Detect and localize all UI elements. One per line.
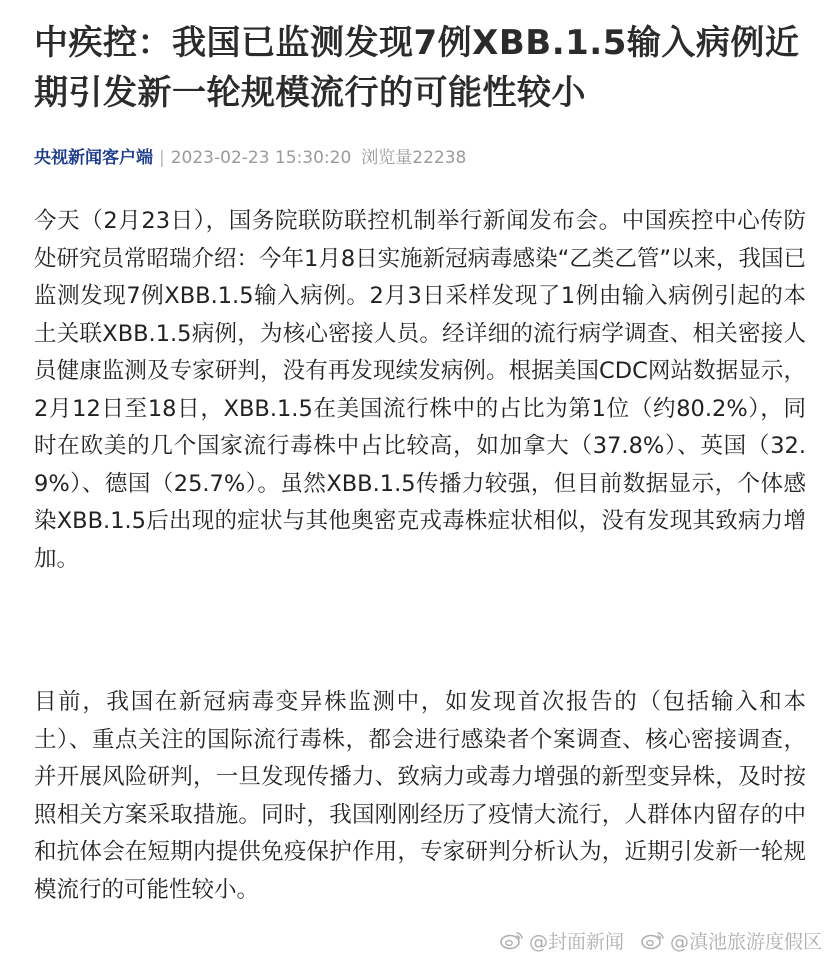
article-meta: [34, 144, 466, 172]
publish-datetime: 2023-02-23 15:30:20: [170, 148, 352, 168]
weibo-icon: [499, 930, 525, 950]
weibo-icon: [640, 930, 666, 950]
watermark-2: [640, 927, 822, 954]
view-count: 浏览量22238: [361, 148, 467, 168]
article-paragraph-1: 今天（2月23日），国务院联防联控机制举行新闻发布会。中国疾控中心传防处研究员常昭瑞介绍：今年1月8日实施新冠病毒感染“乙类乙管”以来，我国已监测发现7例XBB.1.5输入病例。2月3日采样发现了1例由输入病例引起的本土关联XBB.1.5病例，为核心密接人员。经详细的流行病学调查、相关密接人员健康监测及专家研判，没有再发现续发病例。根据美国CDC网站数据显示，2月12日至18日，XBB.1.5在美国流行株中的占比为第1位（约80.2%），同时在欧美的几个国家流行毒株中占比较高，如加拿大（37.8%）、英国（32.9%）、德国（25.7%）。虽然XBB.1.5传播力较强，但目前数据显示，个体感染XBB.1.5后出现的症状与其他奥密克戎毒株症状相似，没有发现其致病力增加。: [34, 208, 806, 572]
watermark-1-text: @封面新闻: [528, 930, 624, 953]
meta-separator: |: [159, 148, 165, 168]
watermark-1: [499, 927, 624, 954]
source-link[interactable]: 央视新闻客户端: [34, 148, 153, 168]
watermark-bar: [499, 927, 822, 953]
watermark-2-text: @滇池旅游度假区: [669, 930, 822, 953]
article-paragraph-2: 目前，我国在新冠病毒变异株监测中，如发现首次报告的（包括输入和本土）、重点关注的国际流行毒株，都会进行感染者个案调查、核心密接调查，并开展风险研判，一旦发现传播力、致病力或毒力增强的新型变异株，及时按照相关方案采取措施。同时，我国刚刚经历了疫情大流行，人群体内留存的中和抗体会在短期内提供免疫保护作用，专家研判分析认为，近期引发新一轮规模流行的可能性较小。: [34, 689, 806, 903]
article-title: 中疾控：我国已监测发现7例XBB.1.5输入病例近期引发新一轮规模流行的可能性较小: [34, 23, 800, 113]
